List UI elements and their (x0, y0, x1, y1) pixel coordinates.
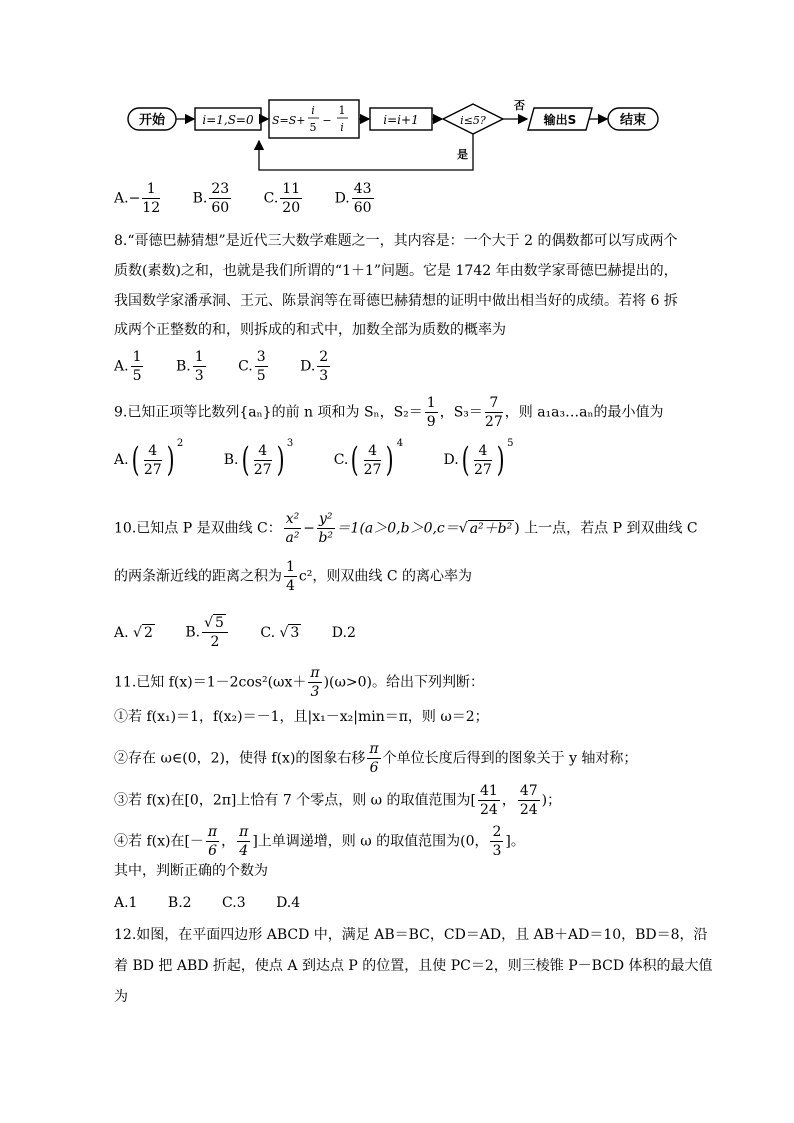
end-label: 结束 (619, 113, 647, 128)
q9-option-a: A.( $\frac{4}{27}$ ) $^2$ (114, 438, 184, 480)
q9-stem: 9.已知正项等比数列{aₙ}的前 n 项和为 Sₙ，S₂＝ $\frac{1}{9}$ ，S₃＝ $\frac{7}{27}$ ，则 a₁a₃…aₙ的最小值为 (114, 395, 664, 430)
q8-line4: 成两个正整数的和，则拆成的和式中，加数全部为质数的概率为 (114, 322, 506, 338)
q11-option-c: C.3 (222, 895, 246, 911)
output-label: 输出S (543, 113, 577, 127)
q10-option-b: B. $\frac{√ 5}{2}$ (185, 614, 230, 651)
q8-option-a: A. $\frac{1}{5}$ (114, 349, 142, 384)
q8-line3: 我国数学家潘承洞、王元、陈景润等在哥德巴赫猜想的证明中做出相当好的成绩。若将 6 拆 (114, 293, 678, 309)
q8-options (114, 348, 358, 385)
q11-stem: 11.已知 f(x)＝1－2cos²(ωx＋ $\frac{\pi}{3}$ )(ω>0)。给出下列判断： (114, 665, 485, 700)
no-label: 否 (514, 99, 525, 112)
init-label: i=1,S=0 (202, 113, 254, 127)
increment-label: i=i+1 (383, 113, 419, 127)
q7-option-a: A.− $\frac{1}{12}$ (114, 181, 161, 216)
q11-ask: 其中，判断正确的个数为 (114, 863, 268, 879)
q11-statement-1: ①若 f(x₁)＝1，f(x₂)＝－1，且|x₁－x₂|min＝π，则 ω＝2； (114, 709, 489, 725)
q10-option-a: A. √ 2 (114, 624, 153, 641)
q9-options (114, 434, 539, 480)
q8-line1: 8.“哥德巴赫猜想”是近代三大数学难题之一，其内容是：一个大于 2 的偶数都可以写成两个 (114, 233, 678, 249)
q10-stem: 10.已知点 P 是双曲线 C： $\frac{\text{x²}}{\text{a²}}$ − $\frac{\text{y²}}{\text{b²}}$ ＝1(a＞0,b＞0,c＝√ a²＋b² ) 上一点，若点 P 到双曲线 C (114, 511, 698, 546)
q11-option-a: A.1 (114, 895, 138, 911)
update-minus: − (322, 114, 332, 127)
start-label: 开始 (138, 113, 166, 128)
q11-options (114, 893, 326, 913)
update-frac1-den: 5 (309, 121, 317, 134)
update-prefix: S=S+ (272, 114, 306, 127)
yes-label: 是 (457, 148, 468, 161)
q12-line2: 着 BD 把 ABD 折起，使点 A 到达点 P 的位置，且使 PC＝2，则三棱锥 P－BCD 体积的最大值 (114, 958, 713, 974)
q12-line1: 12.如图，在平面四边形 ABCD 中，满足 AB＝BC，CD＝AD，且 AB＋AD＝10，BD＝8，沿 (114, 927, 708, 943)
condition-label: i≤5? (460, 114, 486, 127)
update-frac1-num: i (311, 104, 315, 117)
q10-options (114, 614, 382, 651)
q12-line3: 为 (114, 989, 128, 1005)
q7-option-c: C. $\frac{11}{20}$ (263, 181, 301, 216)
q11-option-d: D.4 (276, 895, 301, 911)
q11-statement-2: ②存在 ω∈(0，2)，使得 f(x)的图象右移 $\frac{\pi}{6}$ 个单位长度后得到的图象关于 y 轴对称； (114, 741, 638, 776)
q8-option-c: C. $\frac{3}{5}$ (238, 349, 266, 384)
q11-option-b: B.2 (167, 895, 192, 911)
q8-option-d: D. $\frac{2}{3}$ (300, 349, 329, 384)
q8-option-b: B. $\frac{1}{3}$ (175, 349, 204, 384)
q11-statement-4: ④若 f(x)在[－ $\frac{\pi}{6}$ ， $\frac{\pi}{4}$ ]上单调递增，则 ω 的取值范围为(0， $\frac{2}{3}$ ]。 (114, 824, 525, 859)
update-frac2-den: i (340, 121, 344, 134)
q9-option-c: C.( $\frac{4}{27}$ ) $^4$ (333, 438, 404, 480)
q7-option-b: B. $\frac{23}{60}$ (192, 181, 230, 216)
q8-line2: 质数(素数)之和，也就是我们所谓的“1＋1”问题。它是 1742 年由数学家哥德巴赫提出的， (114, 263, 678, 279)
q9-option-b: B.( $\frac{4}{27}$ ) $^3$ (223, 438, 294, 480)
flowchart (114, 96, 674, 178)
q10-line2: 的两条渐近线的距离之积为 $\frac{1}{4}$ c²，则双曲线 C 的离心率为 (114, 559, 472, 594)
q7-option-d: D. $\frac{43}{60}$ (334, 181, 372, 216)
q10-option-c: C. √ 3 (260, 624, 300, 641)
q7-options (114, 180, 402, 217)
q9-option-d: D.( $\frac{4}{27}$ ) $^5$ (443, 438, 514, 480)
q10-option-d: D.2 (331, 624, 356, 641)
q11-statement-3: ③若 f(x)在[0，2π]上恰有 7 个零点，则 ω 的取值范围为[ $\frac{41}{24}$ ， $\frac{47}{24}$ )； (114, 783, 562, 818)
update-frac2-num: 1 (338, 104, 346, 117)
